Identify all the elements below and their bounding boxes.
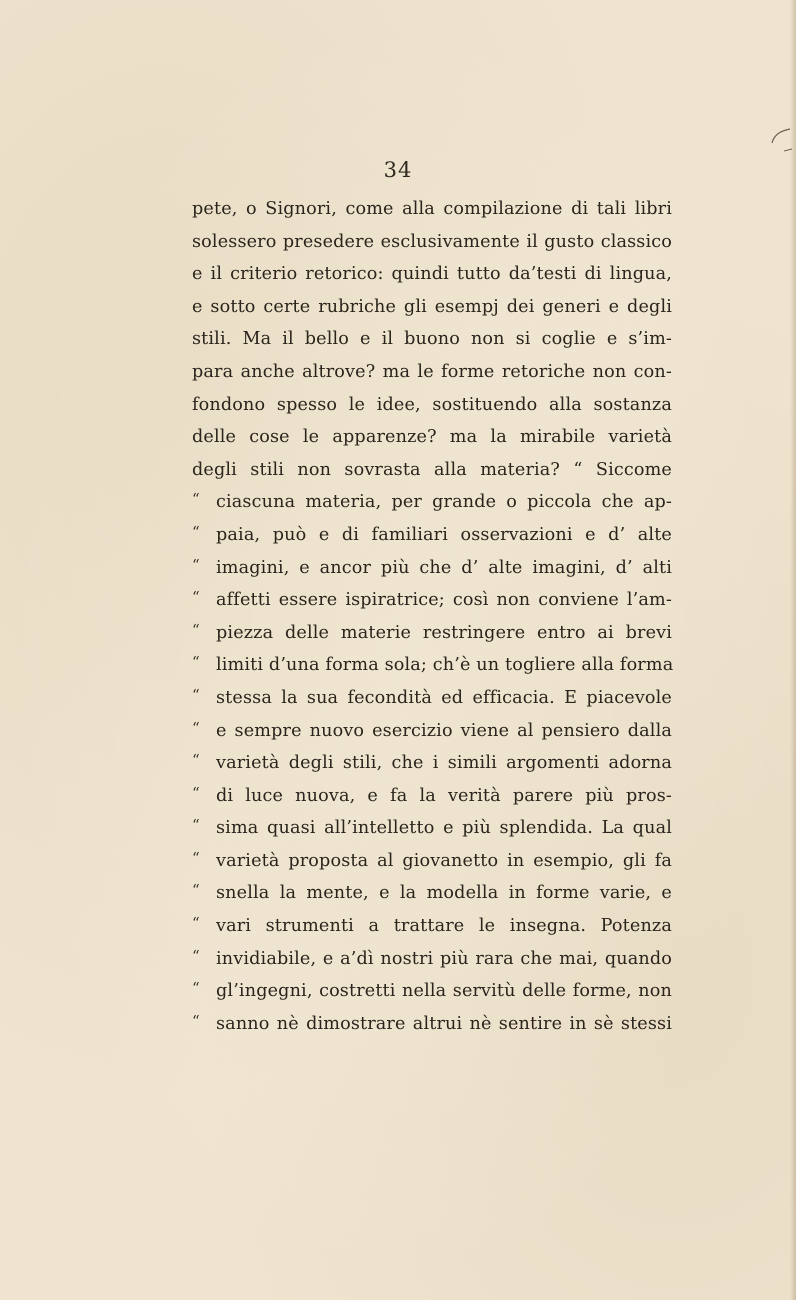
text-line (192, 975, 672, 1008)
text-line (192, 226, 672, 259)
text-line (192, 812, 672, 845)
line-text: snella la mente, e la modella in forme varie, e (216, 883, 672, 904)
quote-mark: “ (192, 588, 200, 607)
line-text: solessero presedere esclusivamente il gusto classico (192, 231, 672, 252)
quote-mark: “ (192, 653, 200, 672)
quote-mark: “ (192, 555, 200, 574)
quote-mark: “ (192, 490, 200, 509)
line-text: delle cose le apparenze? ma la mirabile varietà (192, 427, 672, 448)
quote-mark: “ (192, 620, 200, 639)
text-line (192, 877, 672, 910)
quote-mark: “ (192, 685, 200, 704)
quote-mark: “ (192, 783, 200, 802)
line-text: degli stili non sovrasta alla materia? “ Siccome (192, 459, 672, 480)
text-line (192, 323, 672, 356)
quote-mark: “ (192, 816, 200, 835)
body-text (192, 193, 672, 1040)
line-text: gl’ingegni, costretti nella servitù delle forme, non (216, 981, 672, 1002)
text-line (192, 552, 672, 585)
quote-mark: “ (192, 848, 200, 867)
text-line (192, 454, 672, 487)
text-line (192, 649, 672, 682)
quote-mark: “ (192, 718, 200, 737)
line-text: pete, o Signori, come alla compilazione di tali libri (192, 199, 672, 219)
quote-mark: “ (192, 979, 200, 998)
text-line (192, 747, 672, 780)
line-text: stili. Ma il bello e il buono non si coglie e s’im- (192, 329, 672, 350)
text-line (192, 715, 672, 748)
line-text: sima quasi all’intelletto e più splendida. La qual (216, 818, 672, 839)
line-text: limiti d’una forma sola; ch’è un togliere alla forma (216, 655, 674, 676)
page-number: 34 (383, 158, 413, 182)
line-text: varietà proposta al giovanetto in esempio, gli fa (216, 850, 672, 871)
text-line (192, 258, 672, 291)
line-text: e sotto certe rubriche gli esempj dei generi e degli (192, 296, 672, 317)
quote-mark: “ (192, 946, 200, 965)
line-text: para anche altrove? ma le forme retoriche non con- (192, 361, 672, 382)
quote-mark: “ (192, 881, 200, 900)
line-text: e il criterio retorico: quindi tutto da’testi di lingua, (192, 264, 672, 285)
line-text: fondono spesso le idee, sostituendo alla sostanza (192, 394, 672, 415)
line-text: ciascuna materia, per grande o piccola che ap- (216, 492, 672, 513)
line-text: invidiabile, e a’dì nostri più rara che mai, quando (216, 948, 672, 969)
text-line (192, 943, 672, 976)
quote-mark: “ (192, 1011, 200, 1030)
line-text: varietà degli stili, che i simili argomenti adorna (216, 753, 672, 774)
text-line (192, 356, 672, 389)
text-line (192, 519, 672, 552)
line-text: piezza delle materie restringere entro ai brevi (216, 622, 672, 643)
text-line (192, 1008, 672, 1041)
text-line (192, 486, 672, 519)
line-text: affetti essere ispiratrice; così non conviene l’am- (216, 590, 672, 611)
text-line (192, 617, 672, 650)
text-line (192, 845, 672, 878)
text-line (192, 193, 672, 226)
line-text: vari strumenti a trattare le insegna. Potenza (216, 916, 672, 937)
quote-mark: “ (192, 522, 200, 541)
line-text: sanno nè dimostrare altrui nè sentire in sè stessi (216, 1013, 672, 1034)
text-line (192, 780, 672, 813)
line-text: di luce nuova, e fa la verità parere più pros- (216, 785, 672, 806)
quote-mark: “ (192, 751, 200, 770)
text-line (192, 910, 672, 943)
line-text: imagini, e ancor più che d’ alte imagini, d’ alti (216, 557, 672, 578)
text-line (192, 389, 672, 422)
text-line (192, 584, 672, 617)
quote-mark: “ (192, 914, 200, 933)
text-line (192, 421, 672, 454)
text-line (192, 682, 672, 715)
line-text: e sempre nuovo esercizio viene al pensiero dalla (216, 720, 672, 741)
text-line (192, 291, 672, 324)
page-edge-shadow (790, 0, 796, 1300)
paper-crease-mark (766, 125, 792, 155)
line-text: paia, può e di familiari osservazioni e d’ alte (216, 524, 672, 545)
line-text: stessa la sua fecondità ed efficacia. E piacevole (216, 687, 672, 708)
